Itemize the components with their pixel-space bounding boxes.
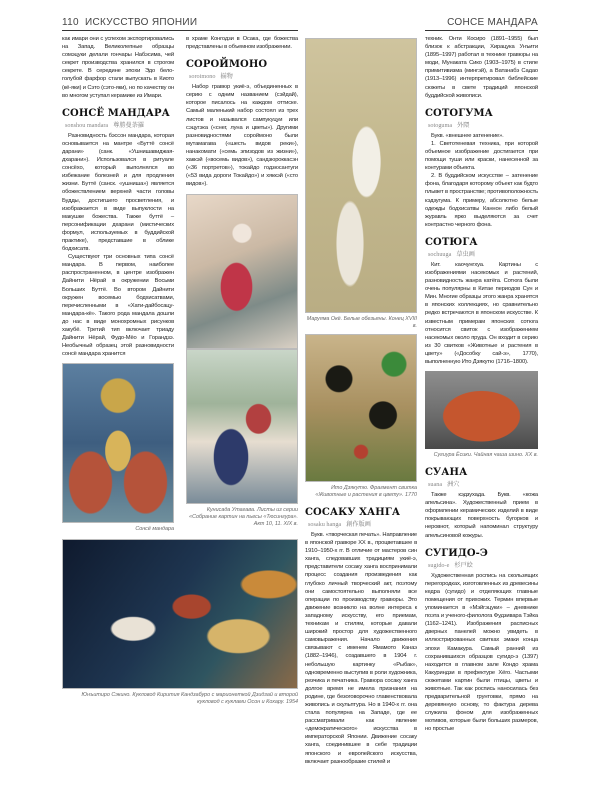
column-4 xyxy=(425,35,538,734)
romaji: soroimono xyxy=(189,73,216,81)
caption-mandala: Сонсё мандара xyxy=(135,526,174,533)
kanji: 創作版画 xyxy=(346,521,371,528)
kunisada-print-1-image xyxy=(186,194,298,349)
entry-romaji xyxy=(428,249,538,258)
kanji: 尊勝曼荼羅 xyxy=(113,121,145,129)
entry-heading: СОНСЁ МАНДАРА xyxy=(62,107,170,119)
romaji: suana xyxy=(428,481,443,489)
intro-paragraph: как имари они с успехом экспортировались на Запад. Великолепные образцы сомэцуки делали гончары Набэсима, чей секрет производства хранился в строгом секрете. В середине эпохи Эдо бело-голубой фарфор стали выпускать в Киото (кё-яки) и Сэто (сэто-яки), но по качеству он во многом уступал керамике из Имари. xyxy=(62,36,174,99)
entry-heading: СОТОГУМА xyxy=(425,107,493,119)
intro-paragraph: в храме Конгодзи в Осака, где божества представлены в объемном изображении. xyxy=(186,36,298,51)
entry-paragraph: Кит. каочунгхуа. Картины с изображениями насекомых и растений, разновидность жанра катёга. Сотюга были очень популярны в Китае периодов Сун и Мин. Многие образцы этого жанра хранятся в японских коллекциях, но сравнительно редко встречаются в японском искусстве. К известным примерам японских сотюга относится свиток с изображением насекомых около пруда. Он входит в серию из 30 свитков «Животные и растения в цвету» («Дособку сай-э», 1770), выполненную Ито Дзякутю (1716–1800). xyxy=(425,261,538,365)
entry-paragraph: Также кэдзухада. Букв. «кожа апельсина». Художественный прием в оформлении керамических изделий в виде покрывающих поверхность бугорков и неровнот, который напоминал структуру апельсиновой кожуры. xyxy=(425,492,538,539)
caption-okyo: Маруяма Окё. Белые обезьяны. Конец XVIII в. xyxy=(306,316,417,329)
entry-paragraph: 2. В буддийском искусстве – затенение фона, благодаря которому объект как будто плывет в пространстве; противоположность кэдзугума. К примеру, абсолютно белые одежды бодхисатвы Каннон либо белый журавль ярко выделяются за счет контрастно черного фона. xyxy=(425,173,538,228)
entry-romaji xyxy=(189,71,298,80)
entry-paragraph: Разновидность бэссон мандара, которая основывается на мантре «Буттё сонсё дарани» (санк. «Ушнишавиджая-дхарани»). Использовался в ритуале сонсёхо, который выполнялся во избежание болезней и для продления жизни. Буттё (санск. «ушниша») является обожествлением верхней части головы Будды, достигшего просветления, и изображается в виде выпуклости на макушке божества. Также буттё – персонификации дхарани (мистических формул, используемых в буддийской практике), представшие в облике бодхисатв. xyxy=(62,132,174,253)
book-section-title: ИСКУССТВО ЯПОНИИ xyxy=(85,17,198,28)
intro-paragraph: техник. Онти Косиро (1891–1955) был близок к абстракции, Хирацука Унъити (1895–1997) работал в технике гравюры на моди, Мунаката Сико (1903–1975) в стиле примитивизма (мингэй), а Ватанабэ Садао (1913–1996) интерпретировал библейские сюжеты в свете традиций японской буддийской живописи. xyxy=(425,36,538,99)
entry-paragraph: Букв. «творческая печать». Направление в японской гравюре XX в., процветавшее в 1910–1950-х гг. В отличие от мастеров син ханга, следовавших традициям укиё-э, представители сосаку ханга воспринимали процесс создания произведения как глубоко личный творческий акт, поэтому они самостоятельно выполняли все операции по производству гравюры. Это движение возникло на волне интереса к западному искусству, его приемам, техникам и стилям, которые давали широкий простор для художественного самовыражения. Начало движения связывают с именем Ямамото Канаэ (1882–1946), создавшего в 1904 г. небольшую картинку «Рыбак», одновременно выступив в роли художника, резчика и печатника. Гравюра сосаку ханга долгое время не имела признания на родине, где безоговорочно главенствовала живопись и скульптура. Но в 1940-х гг. она стала популярна на Западе, где ее рассматривали как явление «демократического» искусства в императорской Японии. Движение сосаку ханга, соединившее в себе традиции японского и европейского искусства, включает разнообразие стилей и xyxy=(305,532,417,765)
romaji: sugido-e xyxy=(428,561,450,569)
entry-romaji xyxy=(428,120,538,129)
page-number: 110 xyxy=(62,17,79,28)
column-3 xyxy=(305,38,417,766)
kanji: 揃物 xyxy=(220,73,233,81)
romaji: sonshou mandara xyxy=(65,121,109,129)
entry-heading: СОТЮГА xyxy=(425,236,478,248)
header-rule-left xyxy=(62,30,298,31)
column-2 xyxy=(186,35,298,533)
header-rule-right xyxy=(425,30,538,31)
chapter-title: СОНСЕ МАНДАРА xyxy=(447,17,538,28)
entry-paragraph: Набор гравюр укиё-э, объединенных в серию с одним названием (сэйдай), которое писалось на каждом оттиске. Самый маленький набор состоял из трех листов и назывался сампукуцуи или сэцугэка («снег, луна и цветы»). Другими разновидностями сороймоно были мутамагава («шесть видов реки»), нанакомати («семь эпизодов из жизни»), хаккэй («восемь видов»), сандзюроккасэн («36 портретов»), токайдо годзюсантуги («53 вида дороги Токайдо») и хяккэй («сто видов»). xyxy=(186,84,298,188)
caption-kunisada: Кунисада Утагава. Листы из серии «Собрание картин на пьесы «Тюсингура». Акт 10, 11. XIX в. xyxy=(189,507,298,528)
left-spread xyxy=(62,35,298,706)
entry-heading: СОРОЙМОНО xyxy=(186,59,268,71)
entry-heading: СОСАКУ ХАНГА xyxy=(305,507,401,518)
caption-bowl: Сугиура Ёсики. Чайная чаша шино. XX в. xyxy=(433,452,538,459)
tea-bowl-image xyxy=(425,371,538,449)
kanji: 外隈 xyxy=(457,121,470,129)
kunisada-print-2-image xyxy=(186,349,298,504)
entry-romaji xyxy=(308,519,417,528)
entry-paragraph: 1. Светотеневая техника, при которой объемное изображение достигается при помощи туши или краски, нанесенной за контурами объекта. xyxy=(425,140,538,172)
entry-romaji xyxy=(65,120,174,129)
kanji: 洲穴 xyxy=(447,481,460,489)
caption-jakuchu: Ито Дзякутю. Фрагмент свитка «Животные и растения в цвету». 1770 xyxy=(315,485,417,498)
entry-paragraph: Художественная роспись на скользящих перегородках, изготовленных из древесины кедра (сугидо) и отделяющих главные помещения от прихожих. Термин впервые упоминается в «Мэйгэцуки» – дневнике поэта и ученого-филолога Фудзивара Тэйка (1162–1241). Изображения расписных дверных панелей можно увидеть в иллюстрированных свитках эмаки конца эпохи Камакура. Самый ранний из сохранившихся образцов сугидо-э (1397) находится в главном зале Кондо храма Какуриндзи в префектуре Хёго. Частыми сюжетами картин были птицы, цветы и животные. Так как роспись наносилась без предварительной грунтовки, прямо на деревянную основу, то фактура дерева служила фоном для изображенных мотивов, которые были больших размеров, но простые xyxy=(425,572,538,733)
entry-romaji xyxy=(428,479,538,488)
romaji: sotoguma xyxy=(428,121,453,129)
puppeteer-print-image xyxy=(62,539,298,689)
romaji: sosaku hanga xyxy=(308,521,342,528)
romaji: sochuuga xyxy=(428,250,452,258)
kanji: 草虫画 xyxy=(456,250,475,258)
caption-puppeteer: Юнъитиро Сэкино. Кукловод Кирития Кандзабуро с марионеткой Дзидзай и второй кукловод с куклами Осон и Кохару. 1954 xyxy=(81,692,298,706)
mandala-image xyxy=(62,363,174,523)
entry-heading: СУГИДО-Э xyxy=(425,547,488,559)
entry-heading: СУАНА xyxy=(425,467,468,479)
entry-romaji xyxy=(428,560,538,569)
entry-paragraph: Существуют три основных типа сонсё мандара. В первом, наиболее распространенном, в центре изображен Дайнити Нёрай в окружении Восьми Больших Буттё. Во втором Дайнити окружен восемью бодхисатвами, перечисленными в «Хати-дайбосацу-мандара-кё». Такого рода мандала дошли до нас в виде монохромных рисунков хакубё. Третий тип включает триаду Дайнити Нёрай, Фудо-Мёо и Горандзэ. Необычный образец этой разновидности сонсё мандара хранится xyxy=(62,254,174,358)
jakuchu-scroll-image xyxy=(305,334,417,482)
white-monkeys-image xyxy=(305,38,417,313)
column-1 xyxy=(62,35,174,533)
kanji: 杉戸絵 xyxy=(454,561,473,569)
entry-paragraph: Букв. «внешнее затенение». xyxy=(431,132,504,139)
